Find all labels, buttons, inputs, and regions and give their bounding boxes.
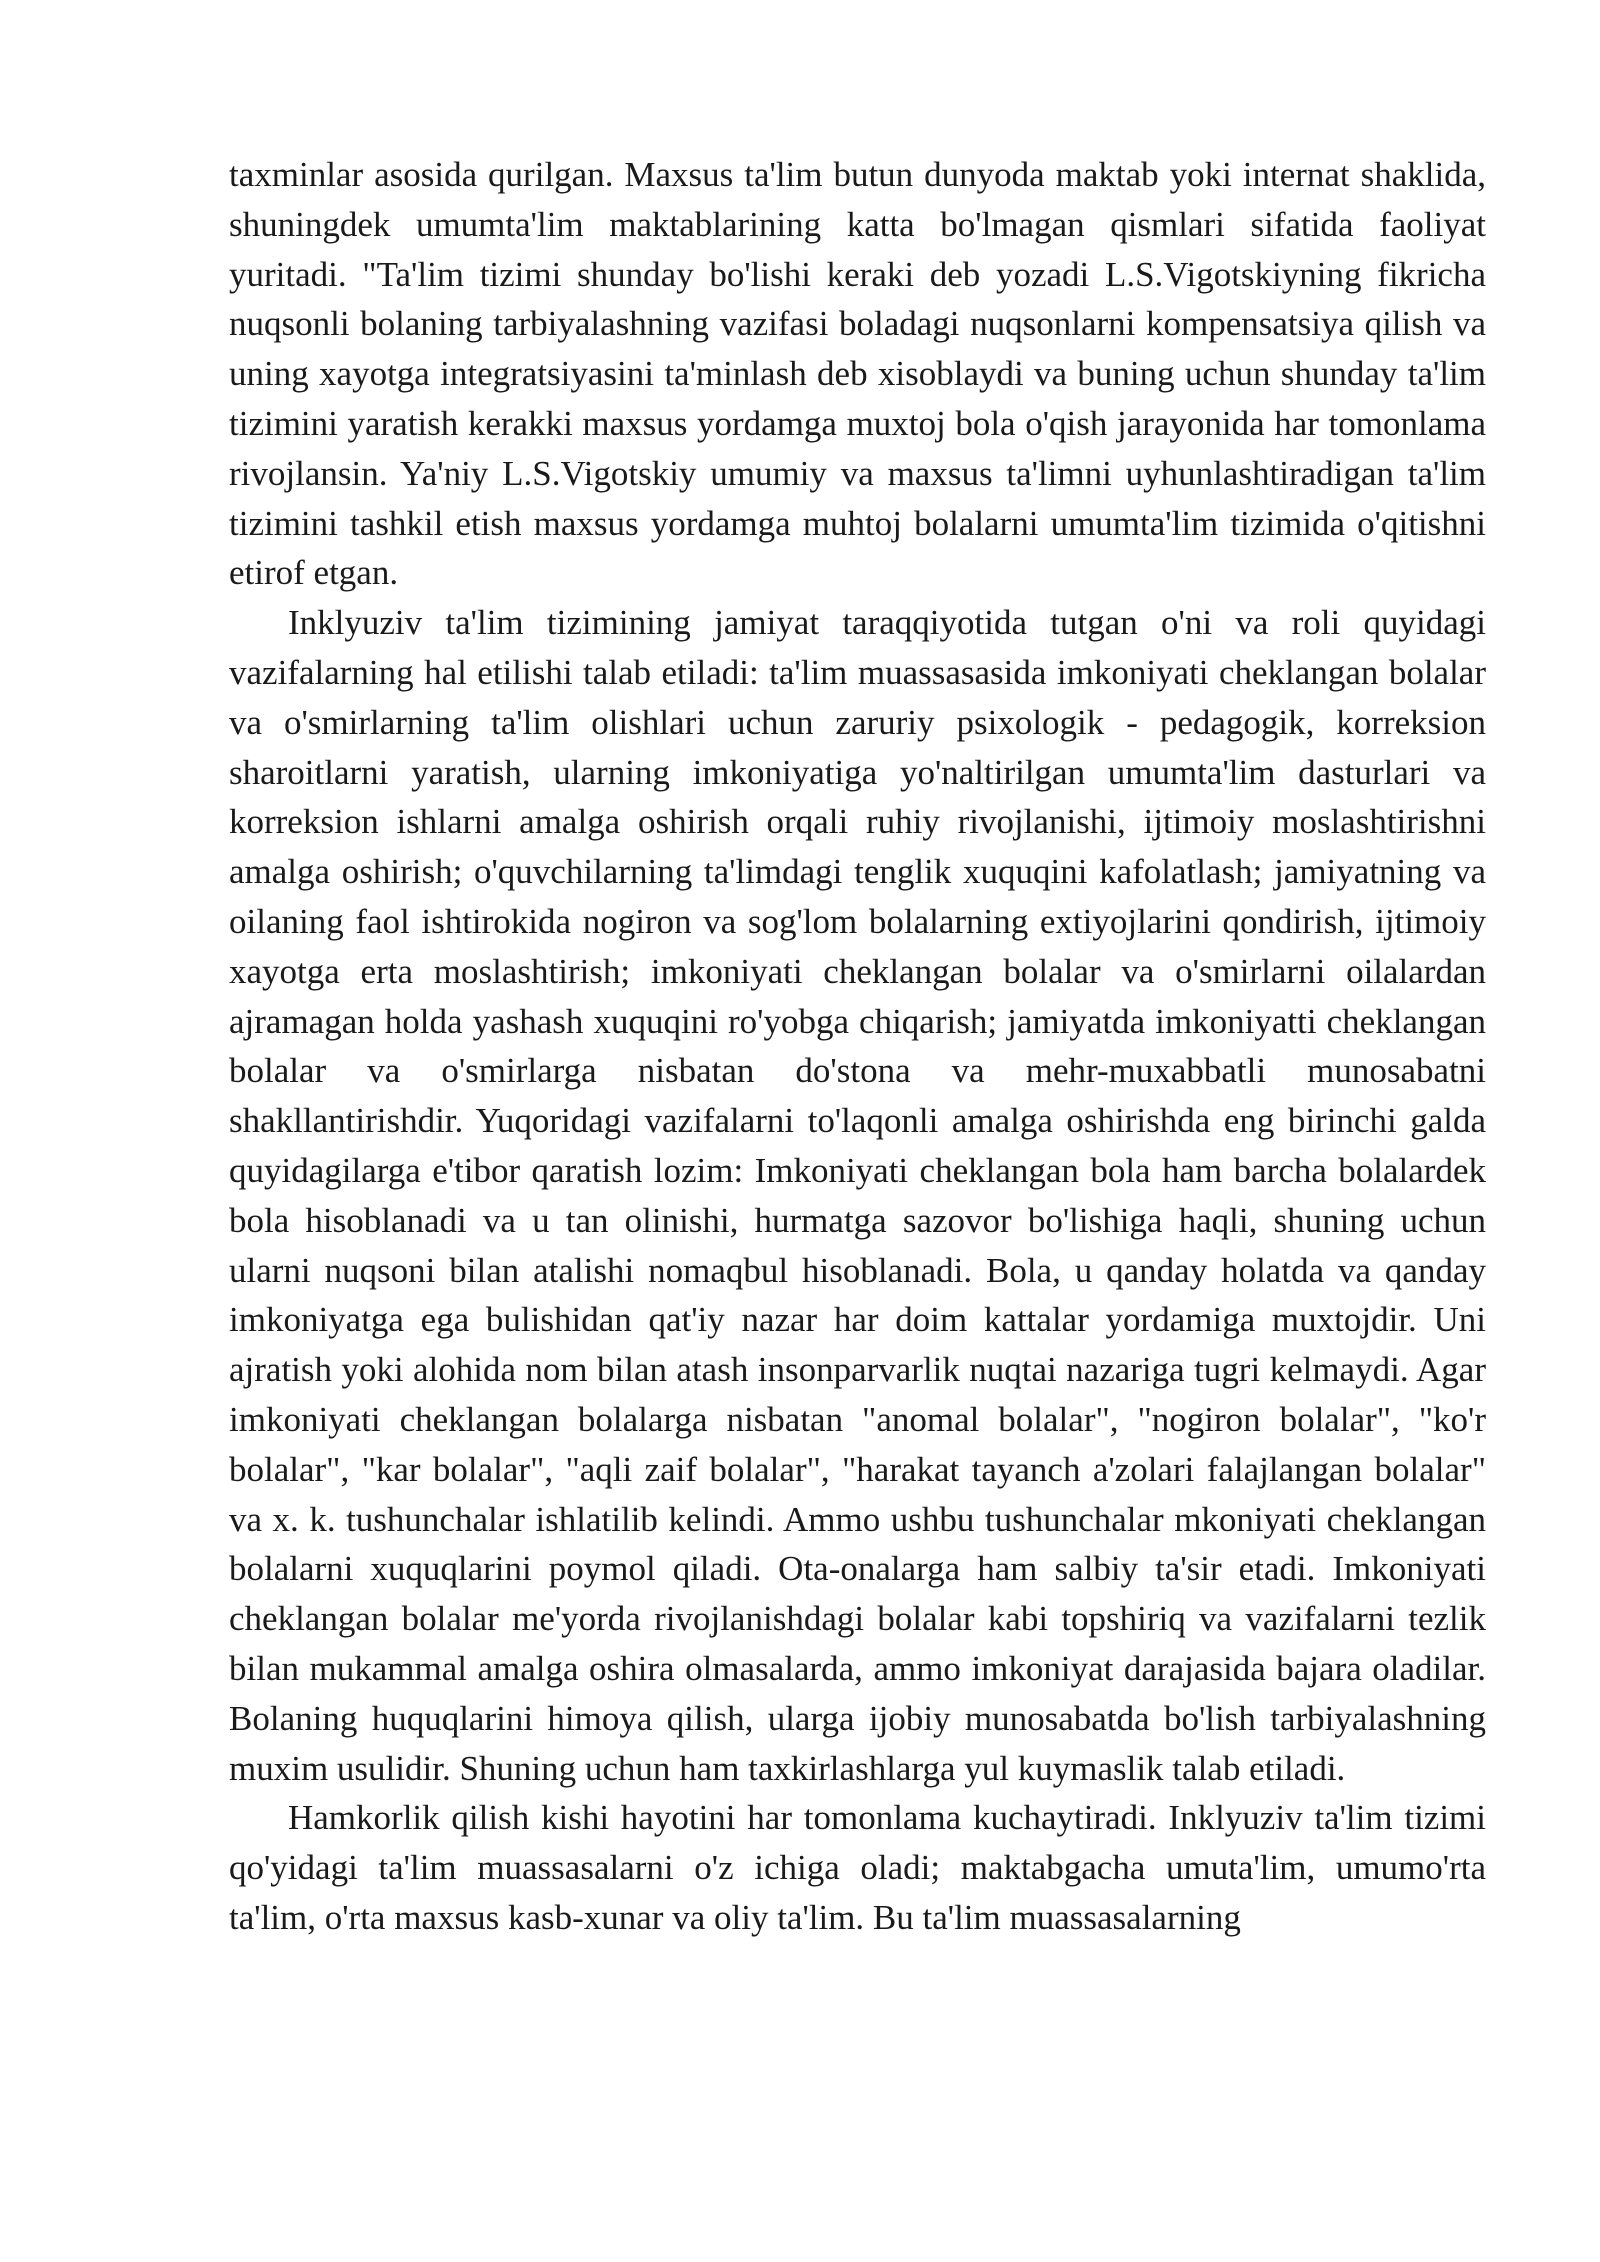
paragraph-1: taxminlar asosida qurilgan. Maxsus ta'lim butun dunyoda maktab yoki internat shaklida, shuningdek umumta'lim maktablarining katta bo'lmagan qismlari sifatida faoliyat yuritadi. "Ta'lim tizimi shunday bo'lishi keraki deb yozadi L.S.Vigotskiyning fikricha nuqsonli bolaning tarbiyalashning vazifasi boladagi nuqsonlarni kompensatsiya qilish va uning xayotga integratsiyasini ta'minlash deb xisoblaydi va buning uchun shunday ta'lim tizimini yaratish kerakki maxsus yordamga muxtoj bola o'qish jarayonida har tomonlama rivojlansin. Ya'niy L.S.Vigotskiy umumiy va maxsus ta'limni uyhunlashtiradigan ta'lim tizimini tashkil etish maxsus yordamga muhtoj bolalarni umumta'lim tizimida o'qitishni etirof etgan. bbox=[229, 155, 1486, 593]
paragraph-2: Inklyuziv ta'lim tizimining jamiyat taraqqiyotida tutgan o'ni va roli quyidagi vazifalarning hal etilishi talab etiladi: ta'lim muassasasida imkoniyati cheklangan bolalar va o'smirlarning ta'lim olishlari uchun zaruriy psixologik - pedagogik, korreksion sharoitlarni yaratish, ularning imkoniyatiga yo'naltirilgan umumta'lim dasturlari va korreksion ishlarni amalga oshirish orqali ruhiy rivojlanishi, ijtimoiy moslashtirishni amalga oshirish; o'quvchilarning ta'limdagi tenglik xuquqini kafolatlash; jamiyatning va oilaning faol ishtirokida nogiron va sog'lom bolalarning extiyojlarini qondirish, ijtimoiy xayotga erta moslashtirish; imkoniyati cheklangan bolalar va o'smirlarni oilalardan ajramagan holda yashash xuquqini ro'yobga chiqarish; jamiyatda imkoniyatti cheklangan bolalar va o'smirlarga nisbatan do'stona va mehr-muxabbatli munosabatni shakllantirishdir. Yuqoridagi vazifalarni to'laqonli amalga oshirishda eng birinchi galda quyidagilarga e'tibor qaratish lozim: Imkoniyati cheklangan bola ham barcha bolalardek bola hisoblanadi va u tan olinishi, hurmatga sazovor bo'lishiga haqli, shuning uchun ularni nuqsoni bilan atalishi nomaqbul hisoblanadi. Bola, u qanday holatda va qanday imkoniyatga ega bulishidan qat'iy nazar har doim kattalar yordamiga muxtojdir. Uni ajratish yoki alohida nom bilan atash insonparvarlik nuqtai nazariga tugri kelmaydi. Agar imkoniyati cheklangan bolalarga nisbatan "anomal bolalar", "nogiron bolalar", "ko'r bolalar", "kar bolalar", "aqli zaif bolalar", "harakat tayanch a'zolari falajlangan bolalar" va x. k. tushunchalar ishlatilib kelindi. Ammo ushbu tushunchalar mkoniyati cheklangan bolalarni xuquqlarini poymol qiladi. Ota-onalarga ham salbiy ta'sir etadi. Imkoniyati cheklangan bolalar me'yorda rivojlanishdagi bolalar kabi topshiriq va vazifalarni tezlik bilan mukammal amalga oshira olmasalarda, ammo imkoniyat darajasida bajara oladilar. Bolaning huquqlarini himoya qilish, ularga ijobiy munosabatda bo'lish tarbiyalashning muxim usulidir. Shuning uchun ham taxkirlashlarga yul kuymaslik talab etiladi. bbox=[229, 603, 1486, 1788]
paragraph-3: Hamkorlik qilish kishi hayotini har tomonlama kuchaytiradi. Inklyuziv ta'lim tizimi qo'yidagi ta'lim muassasalarni o'z ichiga oladi; maktabgacha umuta'lim, umumo'rta ta'lim, o'rta maxsus kasb-xunar va oliy ta'lim. Bu ta'lim muassasalarning bbox=[229, 1798, 1486, 1937]
document-body bbox=[229, 150, 1486, 1943]
